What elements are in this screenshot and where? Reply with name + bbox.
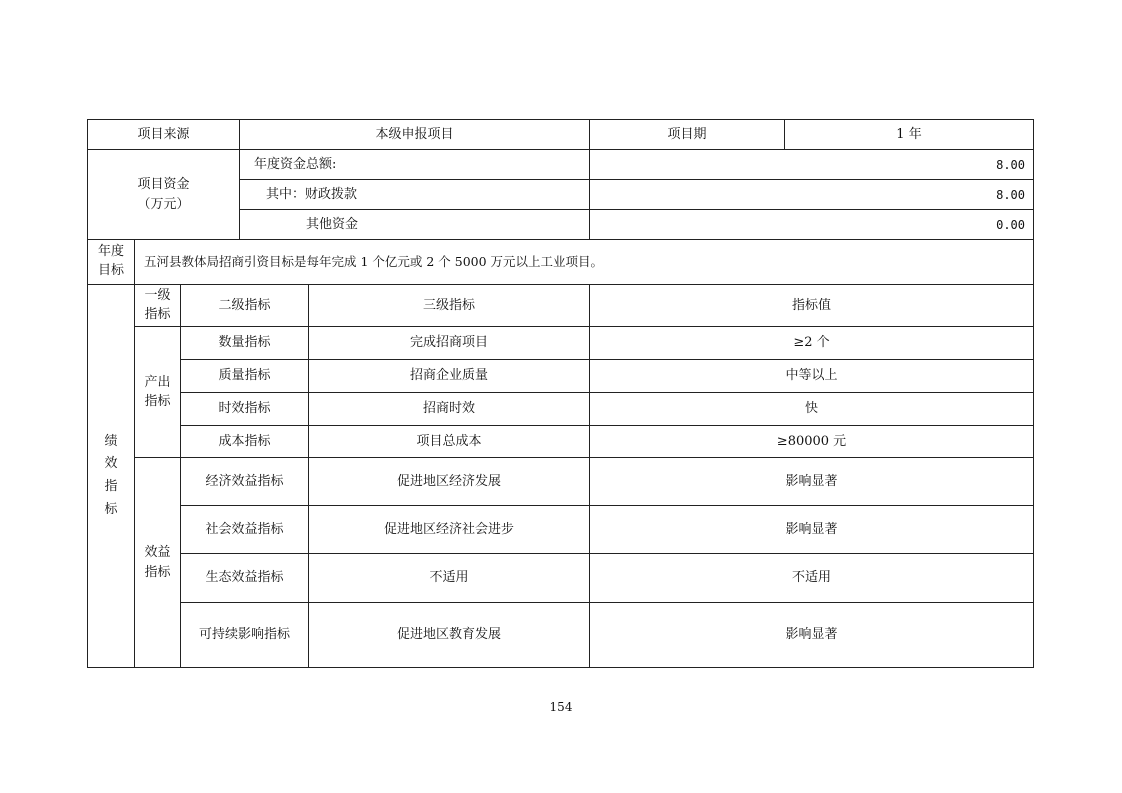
sustainable-impact-indicator-detail: 促进地区教育发展 xyxy=(308,602,590,668)
quantity-indicator: 数量指标 xyxy=(180,326,309,360)
quality-indicator: 质量指标 xyxy=(180,359,309,393)
ecological-benefit-indicator-detail: 不适用 xyxy=(308,553,590,603)
project-performance-table xyxy=(88,120,1035,669)
quality-indicator-value: 中等以上 xyxy=(589,359,1034,393)
project-period-label: 项目期 xyxy=(589,119,785,150)
project-source-value: 本级申报项目 xyxy=(239,119,590,150)
performance-indicators-label xyxy=(87,284,135,668)
performance-label-char: 效 xyxy=(104,456,118,472)
level1-header-line2: 指标 xyxy=(144,306,171,322)
output-group-line2: 指标 xyxy=(144,394,171,409)
annual-goal-label xyxy=(87,239,135,285)
cost-indicator: 成本指标 xyxy=(180,425,309,458)
fiscal-allocation-value: 8.00 xyxy=(589,179,1034,210)
performance-label-char: 绩 xyxy=(104,433,118,449)
level1-indicator-header xyxy=(134,284,181,327)
sustainable-impact-indicator: 可持续影响指标 xyxy=(180,602,309,668)
fiscal-allocation-label: 其中：财政拨款 xyxy=(239,179,590,210)
ecological-benefit-indicator: 生态效益指标 xyxy=(180,553,309,603)
annual-total-funds-value: 8.00 xyxy=(589,149,1034,180)
economic-benefit-indicator-detail: 促进地区经济发展 xyxy=(308,457,590,506)
other-funds-value: 0.00 xyxy=(589,209,1034,240)
level3-indicator-header: 三级指标 xyxy=(308,284,590,327)
performance-label-char: 指 xyxy=(104,479,118,494)
output-group-line1: 产出 xyxy=(144,374,171,390)
timeliness-indicator-detail: 招商时效 xyxy=(308,392,590,426)
output-indicators-group xyxy=(134,326,181,458)
project-funds-label-line1: 项目资金 xyxy=(137,177,190,192)
sustainable-impact-indicator-value: 影响显著 xyxy=(589,602,1034,668)
timeliness-indicator: 时效指标 xyxy=(180,392,309,426)
performance-label-char: 标 xyxy=(104,501,118,517)
timeliness-indicator-value: 快 xyxy=(589,392,1034,426)
level1-header-line1: 一级 xyxy=(144,287,171,303)
ecological-benefit-indicator-value: 不适用 xyxy=(589,553,1034,603)
cost-indicator-value: ≥80000 元 xyxy=(589,425,1034,458)
project-source-label: 项目来源 xyxy=(87,119,240,150)
level2-indicator-header: 二级指标 xyxy=(180,284,309,327)
other-funds-label: 其他资金 xyxy=(239,209,590,240)
cost-indicator-detail: 项目总成本 xyxy=(308,425,590,458)
benefit-group-line1: 效益 xyxy=(144,545,171,560)
project-period-value: 1 年 xyxy=(784,119,1034,150)
quantity-indicator-detail: 完成招商项目 xyxy=(308,326,590,360)
benefit-group-line2: 指标 xyxy=(144,564,171,580)
annual-goal-label-line1: 年度 xyxy=(97,244,124,260)
social-benefit-indicator-detail: 促进地区经济社会进步 xyxy=(308,505,590,554)
project-funds-label-line2: （万元） xyxy=(137,196,190,212)
social-benefit-indicator-value: 影响显著 xyxy=(589,505,1034,554)
economic-benefit-indicator: 经济效益指标 xyxy=(180,457,309,506)
social-benefit-indicator: 社会效益指标 xyxy=(180,505,309,554)
annual-goal-text: 五河县教体局招商引资目标是每年完成 1 个亿元或 2 个 5000 万元以上工业项目。 xyxy=(134,239,1034,285)
quantity-indicator-value: ≥2 个 xyxy=(589,326,1034,360)
indicator-value-header: 指标值 xyxy=(589,284,1034,327)
benefit-indicators-group xyxy=(134,457,181,668)
annual-goal-label-line2: 目标 xyxy=(97,263,124,278)
economic-benefit-indicator-value: 影响显著 xyxy=(589,457,1034,506)
quality-indicator-detail: 招商企业质量 xyxy=(308,359,590,393)
project-funds-label xyxy=(87,149,240,240)
annual-total-funds-label: 年度资金总额: xyxy=(239,149,590,180)
page-number: 154 xyxy=(549,700,573,714)
